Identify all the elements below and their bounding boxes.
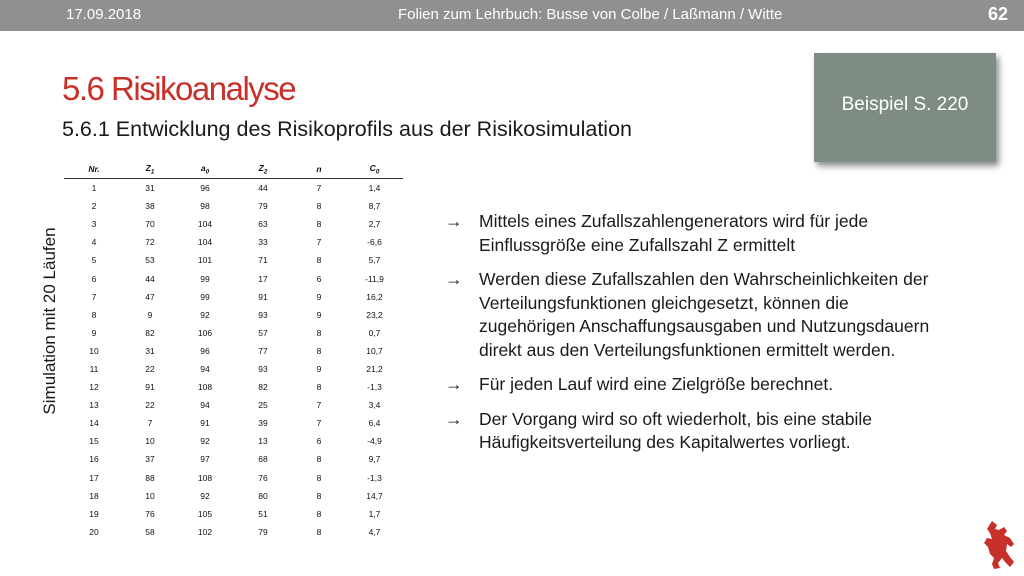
table-header-cell <box>124 160 176 179</box>
table-cell: 14 <box>89 418 99 429</box>
table-cell: 5,7 <box>368 255 381 266</box>
table-header-cell <box>64 160 124 179</box>
table-cell: 82 <box>145 327 155 338</box>
table-cell: 33 <box>258 237 268 248</box>
table-cell: 7 <box>316 237 322 248</box>
table-cell: 96 <box>200 183 210 194</box>
table-header-cell <box>176 160 234 179</box>
table-cell: 9 <box>316 363 322 374</box>
table-cell: 44 <box>258 183 268 194</box>
table-header-label: n <box>316 164 322 174</box>
table-cell: 8 <box>316 454 322 465</box>
table-cell: 2 <box>91 201 97 212</box>
table-cell: 58 <box>145 526 155 537</box>
table-cell: 8 <box>316 472 322 483</box>
table-cell: -1,3 <box>367 472 382 483</box>
table-cell: 108 <box>197 472 213 483</box>
table-cell: 7 <box>91 291 97 302</box>
table-cell: 16 <box>89 454 99 465</box>
table-cell: 3 <box>91 219 97 230</box>
table-cell: 15 <box>89 436 99 447</box>
table-cell: 102 <box>197 526 213 537</box>
vertical-simulation-label: Simulation mit 20 Läufen <box>40 227 59 415</box>
table-header-label: C <box>369 162 376 173</box>
table-cell: 12 <box>89 382 99 393</box>
table-cell: 96 <box>200 345 210 356</box>
table-cell: 104 <box>197 237 213 248</box>
example-reference-box <box>814 53 996 162</box>
table-cell: 4 <box>91 237 97 248</box>
table-cell: 79 <box>258 526 268 537</box>
table-header-cell <box>346 160 403 179</box>
table-cell: 11 <box>89 363 99 374</box>
table-cell: 53 <box>145 255 155 266</box>
table-row <box>64 215 403 233</box>
simulation-table <box>64 160 403 541</box>
table-cell: 93 <box>258 363 268 374</box>
table-cell: 13 <box>89 400 99 411</box>
table-cell: 25 <box>258 400 268 411</box>
table-cell: 51 <box>258 508 268 519</box>
table-cell: 6,4 <box>368 418 381 429</box>
table-cell: 98 <box>200 201 210 212</box>
table-cell: 7 <box>316 183 322 194</box>
table-row <box>64 197 403 215</box>
table-cell: 20 <box>89 526 99 537</box>
table-cell: 3,4 <box>368 400 381 411</box>
table-header-subscript: 0 <box>375 168 380 176</box>
table-cell: 37 <box>145 454 155 465</box>
bullet-text: Werden diese Zufallszahlen den Wahrscheinlichkeiten der Verteilungsfunktionen gleichgesetzt, können die zugehörigen Anschaffungsausgaben und Nutzungsdauern direkt aus den Verteilungsfunktionen ermittelt werden. <box>479 269 930 360</box>
table-cell: 97 <box>200 454 210 465</box>
table-body <box>64 179 403 541</box>
table-cell: 63 <box>258 219 268 230</box>
table-row <box>64 288 403 306</box>
table-cell: 77 <box>258 345 268 356</box>
table-cell: 1,7 <box>368 508 381 519</box>
table-cell: 31 <box>145 183 155 194</box>
table-cell: 8 <box>316 327 322 338</box>
table-cell: 76 <box>258 472 268 483</box>
table-cell: 47 <box>145 291 155 302</box>
bullet-text: Der Vorgang wird so oft wiederholt, bis eine stabile Häufigkeitsverteilung des Kapitalwertes vorliegt. <box>479 408 872 452</box>
table-cell: 57 <box>258 327 268 338</box>
arrow-right-icon: → <box>445 408 463 429</box>
table-cell: 91 <box>200 418 210 429</box>
table-cell: 8 <box>316 255 322 266</box>
table-cell: 8 <box>316 508 322 519</box>
table-header-subscript: 2 <box>263 168 268 176</box>
table-cell: 31 <box>145 345 155 356</box>
table-cell: 10 <box>145 436 155 447</box>
table-cell: 6 <box>316 436 322 447</box>
table-cell: -1,3 <box>367 382 382 393</box>
table-cell: 9 <box>147 309 153 320</box>
table-cell: 8 <box>91 309 97 320</box>
table-cell: 23,2 <box>366 309 383 320</box>
table-cell: 9,7 <box>368 454 381 465</box>
table-cell: 10,7 <box>366 345 383 356</box>
bullet-item <box>445 210 945 257</box>
table-row <box>64 505 403 523</box>
table-cell: 44 <box>145 273 155 284</box>
bear-logo-icon <box>980 518 1018 570</box>
slide-number: 62 <box>988 4 1009 24</box>
table-row <box>64 396 403 414</box>
table-cell: 7 <box>316 418 322 429</box>
bullet-item <box>445 373 945 397</box>
slide-subtitle: 5.6.1 Entwicklung des Risikoprofils aus der Risikosimulation <box>62 117 633 141</box>
table-cell: 2,7 <box>368 219 381 230</box>
table-cell: 70 <box>145 219 155 230</box>
table-header-subscript: 0 <box>205 168 210 176</box>
table-cell: 22 <box>145 400 155 411</box>
table-cell: 91 <box>258 291 268 302</box>
table-cell: 104 <box>197 219 213 230</box>
table-cell: 72 <box>145 237 155 248</box>
table-row <box>64 432 403 450</box>
table-cell: 0,7 <box>368 327 381 338</box>
table-header-row <box>64 160 403 179</box>
table-cell: 17 <box>258 273 268 284</box>
table-cell: 108 <box>197 382 213 393</box>
table-cell: 8 <box>316 201 322 212</box>
table-row <box>64 324 403 342</box>
table-cell: 22 <box>145 363 155 374</box>
table-header-cell <box>292 160 346 179</box>
table-cell: 82 <box>258 382 268 393</box>
table-row <box>64 469 403 487</box>
table-cell: 8 <box>316 526 322 537</box>
table-cell: 4,7 <box>368 526 381 537</box>
table-cell: 14,7 <box>366 490 383 501</box>
table-cell: 8,7 <box>368 201 381 212</box>
table-cell: -4,9 <box>367 436 382 447</box>
table-row <box>64 414 403 432</box>
arrow-right-icon: → <box>445 374 463 394</box>
table-cell: 92 <box>200 490 210 501</box>
table-cell: 38 <box>145 201 155 212</box>
table-header-label: Z <box>258 162 264 173</box>
table-cell: 5 <box>91 255 97 266</box>
table-cell: 106 <box>197 327 213 338</box>
header-bar <box>0 0 1024 31</box>
table-cell: 92 <box>200 309 210 320</box>
bullet-list <box>445 210 945 466</box>
table-cell: 10 <box>145 490 155 501</box>
bullet-item <box>445 268 945 362</box>
table-cell: 94 <box>200 363 210 374</box>
table-header-label: Nr. <box>88 164 100 174</box>
table-cell: 99 <box>200 273 210 284</box>
table-row <box>64 360 403 378</box>
table-cell: 68 <box>258 454 268 465</box>
table-header-subscript: 1 <box>150 168 155 176</box>
table-row <box>64 233 403 251</box>
table-header-label: Z <box>145 162 151 173</box>
table-cell: 16,2 <box>366 291 383 302</box>
bullet-text: Für jeden Lauf wird eine Zielgröße berechnet. <box>479 374 834 394</box>
table-cell: 13 <box>258 436 268 447</box>
table-cell: 8 <box>316 345 322 356</box>
table-cell: 8 <box>316 382 322 393</box>
arrow-right-icon: → <box>445 211 463 231</box>
slide-title: 5.6 Risikoanalyse <box>62 70 296 107</box>
table-cell: 9 <box>316 309 322 320</box>
table-row <box>64 179 403 198</box>
table-row <box>64 251 403 269</box>
table-cell: 1 <box>91 183 97 194</box>
header-date: 17.09.2018 <box>66 6 142 23</box>
table-cell: 9 <box>316 291 322 302</box>
table-row <box>64 450 403 468</box>
table-cell: 6 <box>91 273 97 284</box>
table-cell: 7 <box>147 418 153 429</box>
table-cell: 99 <box>200 291 210 302</box>
table-cell: 93 <box>258 309 268 320</box>
table-row <box>64 269 403 287</box>
header-footer-text: Folien zum Lehrbuch: Busse von Colbe / Laßmann / Witte <box>398 6 783 23</box>
table-cell: 7 <box>316 400 322 411</box>
table-cell: 94 <box>200 400 210 411</box>
table-cell: 19 <box>89 508 99 519</box>
table-row <box>64 487 403 505</box>
bullet-text: Mittels eines Zufallszahlengenerators wird für jede Einflussgröße eine Zufallszahl Z ermittelt <box>479 211 869 255</box>
table-cell: 92 <box>200 436 210 447</box>
table-cell: 79 <box>258 201 268 212</box>
table-cell: 76 <box>145 508 155 519</box>
table-cell: 18 <box>89 490 99 501</box>
bullet-item <box>445 408 945 455</box>
table-row <box>64 523 403 541</box>
table-cell: -11,9 <box>365 273 384 284</box>
table-cell: 1,4 <box>368 183 381 194</box>
table-cell: 8 <box>316 490 322 501</box>
arrow-right-icon: → <box>445 269 463 289</box>
table-row <box>64 342 403 360</box>
table-cell: 91 <box>145 382 155 393</box>
table-cell: 105 <box>197 508 213 519</box>
table-cell: 21,2 <box>366 363 383 374</box>
table-cell: 39 <box>258 418 268 429</box>
table-row <box>64 306 403 324</box>
example-reference-label: Beispiel S. 220 <box>841 94 969 115</box>
table-row <box>64 378 403 396</box>
table-cell: -6,6 <box>367 237 382 248</box>
table-cell: 80 <box>258 490 268 501</box>
table-cell: 88 <box>145 472 155 483</box>
table-cell: 101 <box>197 255 213 266</box>
table-cell: 71 <box>258 255 268 266</box>
table-cell: 9 <box>91 327 97 338</box>
table-cell: 8 <box>316 219 322 230</box>
table-cell: 10 <box>89 345 99 356</box>
table-cell: 17 <box>89 472 99 483</box>
table-header-label: a <box>200 162 206 173</box>
table-cell: 6 <box>316 273 322 284</box>
table-header-cell <box>234 160 292 179</box>
